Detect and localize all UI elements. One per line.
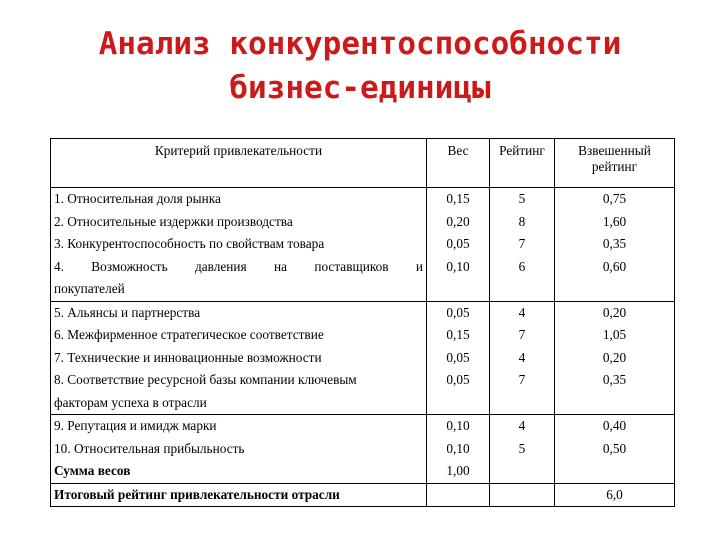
header-weighted-line1: Взвешенный [578,143,651,158]
total-rating-value: 6,0 [606,486,623,502]
criterion-7: 7. Технические и инновационные возможности [54,349,322,365]
weighted-value: 0,20 [602,304,627,320]
criteria-cell [51,301,427,415]
empty-cell [427,483,490,507]
weight-value: 0,05 [446,372,470,387]
weighted-cell [555,301,675,415]
criterion-8-line2: факторам успеха в отрасли [54,394,207,410]
weight-value: 0,20 [446,213,470,229]
weight-value: 0,05 [446,349,470,365]
header-weighted-rating [555,139,675,188]
rating-value: 5 [518,440,526,456]
sum-of-weights-label: Сумма весов [54,463,131,478]
weighted-value: 0,20 [602,349,627,365]
total-rating-label: Итоговый рейтинг привлекательности отрасли [54,486,340,502]
weighted-value: 1,05 [602,327,627,342]
weight-value: 0,10 [446,258,470,274]
weighted-cell [555,415,675,484]
rating-value: 4 [518,304,526,320]
criterion-6: 6. Межфирменное стратегическое соответствие [54,327,324,342]
weighted-value: 0,60 [602,258,627,274]
weight-value: 0,15 [446,327,470,342]
weight-cell [427,415,490,484]
header-weighted-line2: рейтинг [591,159,638,174]
rating-value: 6 [518,258,526,274]
weighted-value: 1,60 [602,213,627,229]
criterion-8-line1: 8. Соответствие ресурсной базы компании ключевым [54,372,357,387]
criterion-4-line2: покупателей [54,281,125,296]
empty-cell [490,483,555,507]
weighted-value: 0,35 [602,372,627,387]
criteria-cell [51,415,427,484]
total-label-cell [51,483,427,507]
weight-value: 0,10 [446,418,470,433]
criterion-2: 2. Относительные издержки производства [54,213,293,229]
criterion-10: 10. Относительная прибыльность [54,440,245,456]
criterion-4-line1: 4. Возможность давления на поставщиков и [54,258,423,274]
weight-cell [427,301,490,415]
weight-value: 0,10 [446,440,470,456]
table-row [51,301,675,415]
weight-value: 0,05 [446,236,470,251]
weighted-value: 0,35 [602,236,627,251]
table-row [51,188,675,302]
rating-value: 8 [518,213,526,229]
header-weight: Вес [427,139,490,188]
weighted-value: 0,50 [602,440,627,456]
criterion-5: 5. Альянсы и партнерства [54,304,201,320]
criterion-1: 1. Относительная доля рынка [54,191,221,206]
total-value-cell [555,483,675,507]
criteria-cell [51,188,427,302]
slide-title-line2: бизнес-единицы [229,70,491,106]
rating-cell [490,188,555,302]
rating-value: 7 [518,327,526,342]
slide-title-line1: Анализ конкурентоспособности [98,26,622,62]
slide-title [0,22,720,110]
rating-cell [490,415,555,484]
table-total-row [51,483,675,507]
rating-value: 5 [518,191,526,206]
competitiveness-table [50,138,675,507]
sum-of-weights-value: 1,00 [446,463,470,478]
weight-cell [427,188,490,302]
rating-cell [490,301,555,415]
weight-value: 0,05 [446,304,470,320]
header-criterion: Критерий привлекательности [51,139,427,188]
criterion-9: 9. Репутация и имидж марки [54,418,217,433]
rating-value: 4 [518,418,526,433]
weighted-value: 0,75 [602,191,627,206]
table-header-row [51,139,675,188]
rating-value: 7 [518,372,526,387]
weight-value: 0,15 [446,191,470,206]
header-rating: Рейтинг [490,139,555,188]
rating-value: 4 [518,349,526,365]
rating-value: 7 [518,236,526,251]
weighted-cell [555,188,675,302]
weighted-value: 0,40 [602,418,627,433]
criterion-3: 3. Конкурентоспособность по свойствам товара [54,236,325,251]
table-row [51,415,675,484]
